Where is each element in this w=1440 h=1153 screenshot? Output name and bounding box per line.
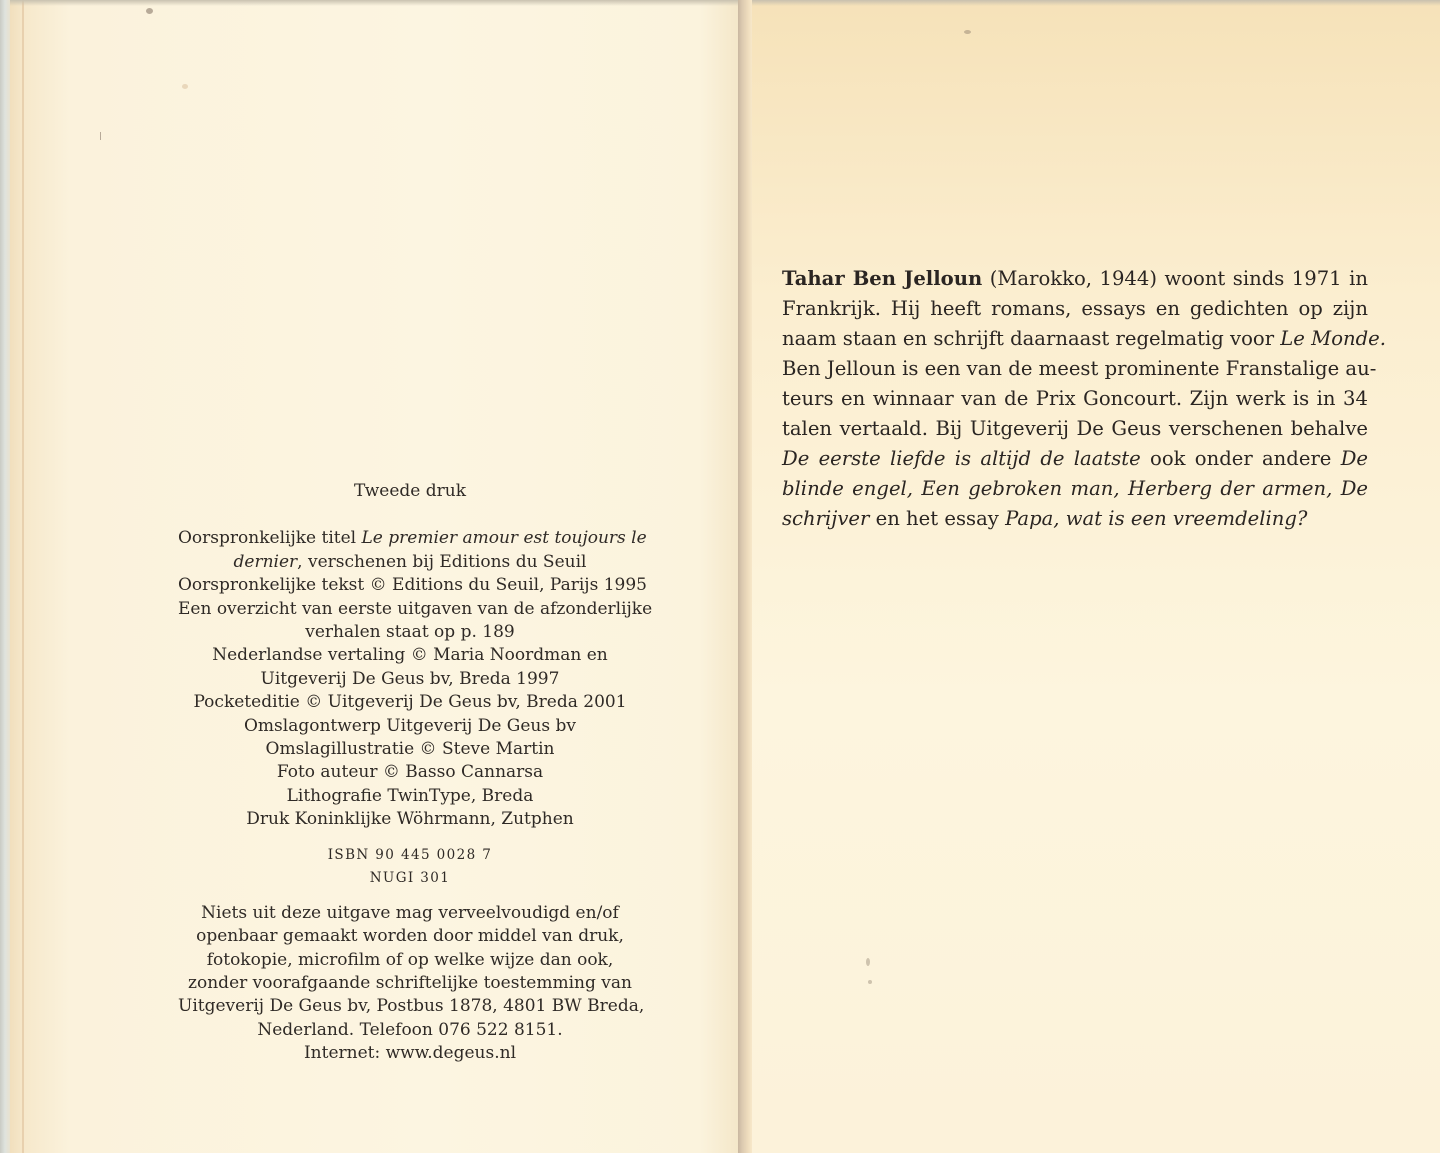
credit-line: dernier, verschenen bij Editions du Seuil xyxy=(233,551,587,572)
bio-line: teurs en winnaar van de Prix Goncourt. Zijn werk is in 34 xyxy=(782,387,1368,410)
credit-line: Omslagontwerp Uitgeverij De Geus bv xyxy=(243,715,576,736)
credit-line: Pocketeditie © Uitgeverij De Geus bv, Breda 2001 xyxy=(193,692,627,713)
bio-line: Ben Jelloun is een van de meest prominente Franstalige au- xyxy=(782,357,1377,380)
gutter-shadow xyxy=(738,0,752,1153)
bio-line: naam staan en schrijft daarnaast regelmatig voor Le Monde. xyxy=(782,327,1386,350)
paper-speck xyxy=(146,8,153,14)
credit-line: Uitgeverij De Geus bv, Breda 1997 xyxy=(260,668,560,689)
paper-speck xyxy=(868,980,872,984)
bio-line: talen vertaald. Bij Uitgeverij De Geus verschenen behalve xyxy=(782,417,1368,440)
right-page xyxy=(752,0,1440,1153)
paper-speck xyxy=(866,958,870,966)
author-name: Tahar Ben Jelloun xyxy=(782,267,983,290)
paper-speck xyxy=(100,132,101,140)
binding-edge xyxy=(0,0,10,1153)
isbn: ISBN 90 445 0028 7 xyxy=(327,846,493,863)
credit-line: Oorspronkelijke tekst © Editions du Seuil, Parijs 1995 xyxy=(178,575,647,596)
rights-line: zonder voorafgaande schriftelijke toestemming van xyxy=(188,972,632,993)
credit-line: Een overzicht van eerste uitgaven van de afzonderlijke xyxy=(178,598,653,619)
rights-line: openbaar gemaakt worden door middel van druk, xyxy=(196,926,624,947)
bio-line: Tahar Ben Jelloun (Marokko, 1944) woont sinds 1971 in xyxy=(782,267,1368,290)
credit-line: Omslagillustratie © Steve Martin xyxy=(265,739,555,760)
rights-line: Nederland. Telefoon 076 522 8151. xyxy=(257,1019,563,1040)
author-bio xyxy=(782,264,1386,534)
rights-notice xyxy=(178,902,645,1066)
bio-line: Frankrijk. Hij heeft romans, essays en gedichten op zijn xyxy=(782,297,1368,320)
edition-label: Tweede druk xyxy=(353,481,466,501)
bio-line: schrijver en het essay Papa, wat is een vreemdeling? xyxy=(782,507,1308,530)
rights-line: Niets uit deze uitgave mag verveelvoudigd en/of xyxy=(201,902,619,923)
credit-line: Oorspronkelijke titel Le premier amour est toujours le xyxy=(178,528,647,549)
credits-block xyxy=(178,527,653,831)
colophon xyxy=(178,480,653,1066)
credit-line: Foto auteur © Basso Cannarsa xyxy=(276,762,544,783)
bio-line: De eerste liefde is altijd de laatste ook onder andere De xyxy=(782,447,1368,470)
rights-line: fotokopie, microfilm of op welke wijze dan ook, xyxy=(206,949,614,970)
credit-line: verhalen staat op p. 189 xyxy=(305,622,515,643)
bio-line: blinde engel, Een gebroken man, Herberg der armen, De xyxy=(782,477,1368,500)
paper-speck xyxy=(964,30,971,34)
credit-line: Nederlandse vertaling © Maria Noordman en xyxy=(212,645,608,666)
credit-line: Lithografie TwinType, Breda xyxy=(286,785,534,806)
publisher-website: Internet: www.degeus.nl xyxy=(303,1043,517,1064)
credit-line: Druk Koninklijke Wöhrmann, Zutphen xyxy=(246,809,574,830)
rights-line: Uitgeverij De Geus bv, Postbus 1878, 4801 BW Breda, xyxy=(178,996,645,1017)
paper-speck xyxy=(182,84,188,89)
nugi-code: NUGI 301 xyxy=(369,869,451,886)
